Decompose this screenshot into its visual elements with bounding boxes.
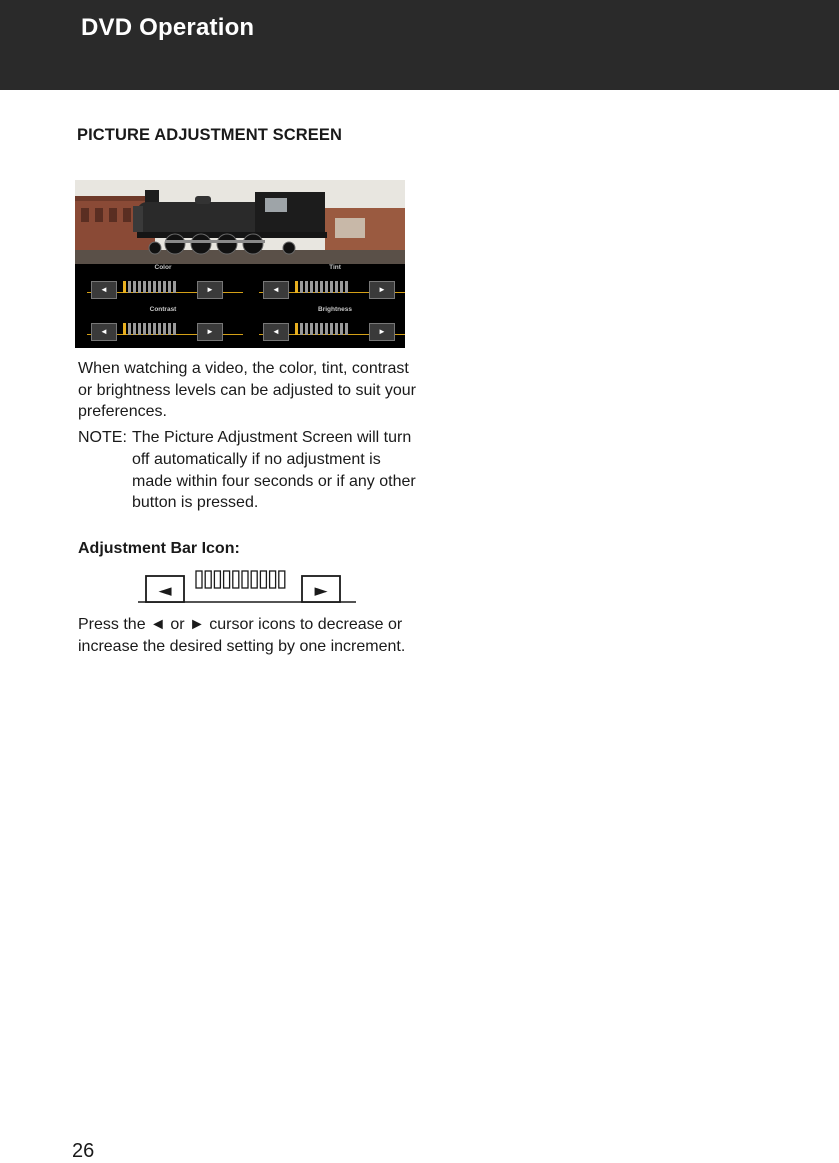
osd-level-segment (128, 281, 131, 293)
osd-level-segment (163, 281, 166, 293)
osd-decrease-button: ◄ (263, 323, 289, 341)
intro-paragraph: When watching a video, the color, tint, contrast or brightness levels can be adjusted to suit your preferences. (78, 360, 416, 420)
osd-level-segment (300, 281, 303, 293)
page-header (0, 0, 839, 90)
osd-increase-button: ► (197, 323, 223, 341)
adjustment-bar-segment (260, 571, 266, 588)
osd-level-segment (320, 323, 323, 335)
osd-level-segment (158, 281, 161, 293)
osd-level-segment (143, 323, 146, 335)
osd-level-segment (335, 323, 338, 335)
adjustment-bar-segments (196, 571, 285, 588)
note-label: NOTE: (78, 429, 127, 446)
osd-level-segment (335, 281, 338, 293)
adjustment-bar-segment (233, 571, 239, 588)
osd-control-tint (255, 264, 405, 304)
osd-level-segment (153, 323, 156, 335)
adjustment-bar-segment (214, 571, 220, 588)
osd-control-color (83, 264, 243, 304)
osd-level-segment (345, 281, 348, 293)
osd-level-segment (310, 323, 313, 335)
osd-control-label: Color (154, 264, 172, 271)
osd-level-segment (123, 323, 126, 335)
osd-level-segment (330, 281, 333, 293)
osd-control-label: Contrast (149, 306, 177, 313)
adjustment-heading: Adjustment Bar Icon: (78, 540, 240, 557)
osd-level-segment (123, 281, 126, 293)
osd-level-segment (330, 323, 333, 335)
osd-level-segment (163, 323, 166, 335)
adjustment-bar-segment (205, 571, 211, 588)
osd-level-segment (148, 281, 151, 293)
adjustment-bar-segment (196, 571, 202, 588)
osd-level-segment (300, 323, 303, 335)
osd-level-bar (123, 323, 176, 335)
osd-level-segment (168, 323, 171, 335)
osd-decrease-button: ◄ (91, 323, 117, 341)
adjust-left-arrow-icon: ◄ (158, 581, 172, 601)
header-title: DVD Operation (81, 14, 255, 41)
adjustment-bar-segment (224, 571, 230, 588)
osd-level-segment (305, 323, 308, 335)
osd-level-segment (133, 323, 136, 335)
train-photo (75, 180, 405, 264)
picture-adjustment-screen-image (75, 180, 405, 348)
osd-level-segment (325, 281, 328, 293)
osd-level-segment (168, 281, 171, 293)
osd-control-label: Brightness (318, 306, 352, 313)
osd-control-label: Tint (329, 264, 341, 271)
osd-level-segment (340, 281, 343, 293)
osd-level-segment (305, 281, 308, 293)
osd-level-bar (295, 323, 348, 335)
osd-increase-button: ► (369, 323, 395, 341)
osd-level-segment (138, 281, 141, 293)
osd-level-segment (345, 323, 348, 335)
osd-level-segment (173, 323, 176, 335)
adjustment-bar-segment (279, 571, 285, 588)
osd-control-contrast (83, 306, 243, 346)
osd-level-segment (138, 323, 141, 335)
adjustment-bar-segment (251, 571, 257, 588)
osd-level-segment (173, 281, 176, 293)
osd-level-segment (340, 323, 343, 335)
osd-level-segment (143, 281, 146, 293)
osd-level-segment (310, 281, 313, 293)
osd-level-segment (320, 281, 323, 293)
osd-decrease-button: ◄ (263, 281, 289, 299)
osd-level-segment (148, 323, 151, 335)
osd-control-brightness (255, 306, 405, 346)
osd-level-segment (295, 323, 298, 335)
osd-level-segment (128, 323, 131, 335)
note-text: The Picture Adjustment Screen will turn off automatically if no adjustment is made within four seconds or if any other button is pressed. (132, 429, 416, 512)
osd-level-segment (133, 281, 136, 293)
page-number: 26 (72, 1140, 95, 1162)
osd-level-bar (295, 281, 348, 293)
osd-level-segment (325, 323, 328, 335)
osd-panel (75, 264, 405, 348)
osd-increase-button: ► (197, 281, 223, 299)
adjustment-bar-icon (134, 566, 358, 606)
osd-level-bar (123, 281, 176, 293)
instruction-paragraph: Press the ◄ or ► cursor icons to decrease or increase the desired setting by one increment. (78, 616, 406, 655)
osd-level-segment (295, 281, 298, 293)
osd-level-segment (153, 281, 156, 293)
osd-level-segment (315, 281, 318, 293)
adjustment-bar-segment (242, 571, 248, 588)
osd-level-segment (158, 323, 161, 335)
osd-decrease-button: ◄ (91, 281, 117, 299)
osd-increase-button: ► (369, 281, 395, 299)
osd-level-segment (315, 323, 318, 335)
adjustment-bar-segment (270, 571, 276, 588)
section-title: PICTURE ADJUSTMENT SCREEN (77, 126, 342, 144)
adjust-right-arrow-icon: ► (314, 581, 328, 601)
